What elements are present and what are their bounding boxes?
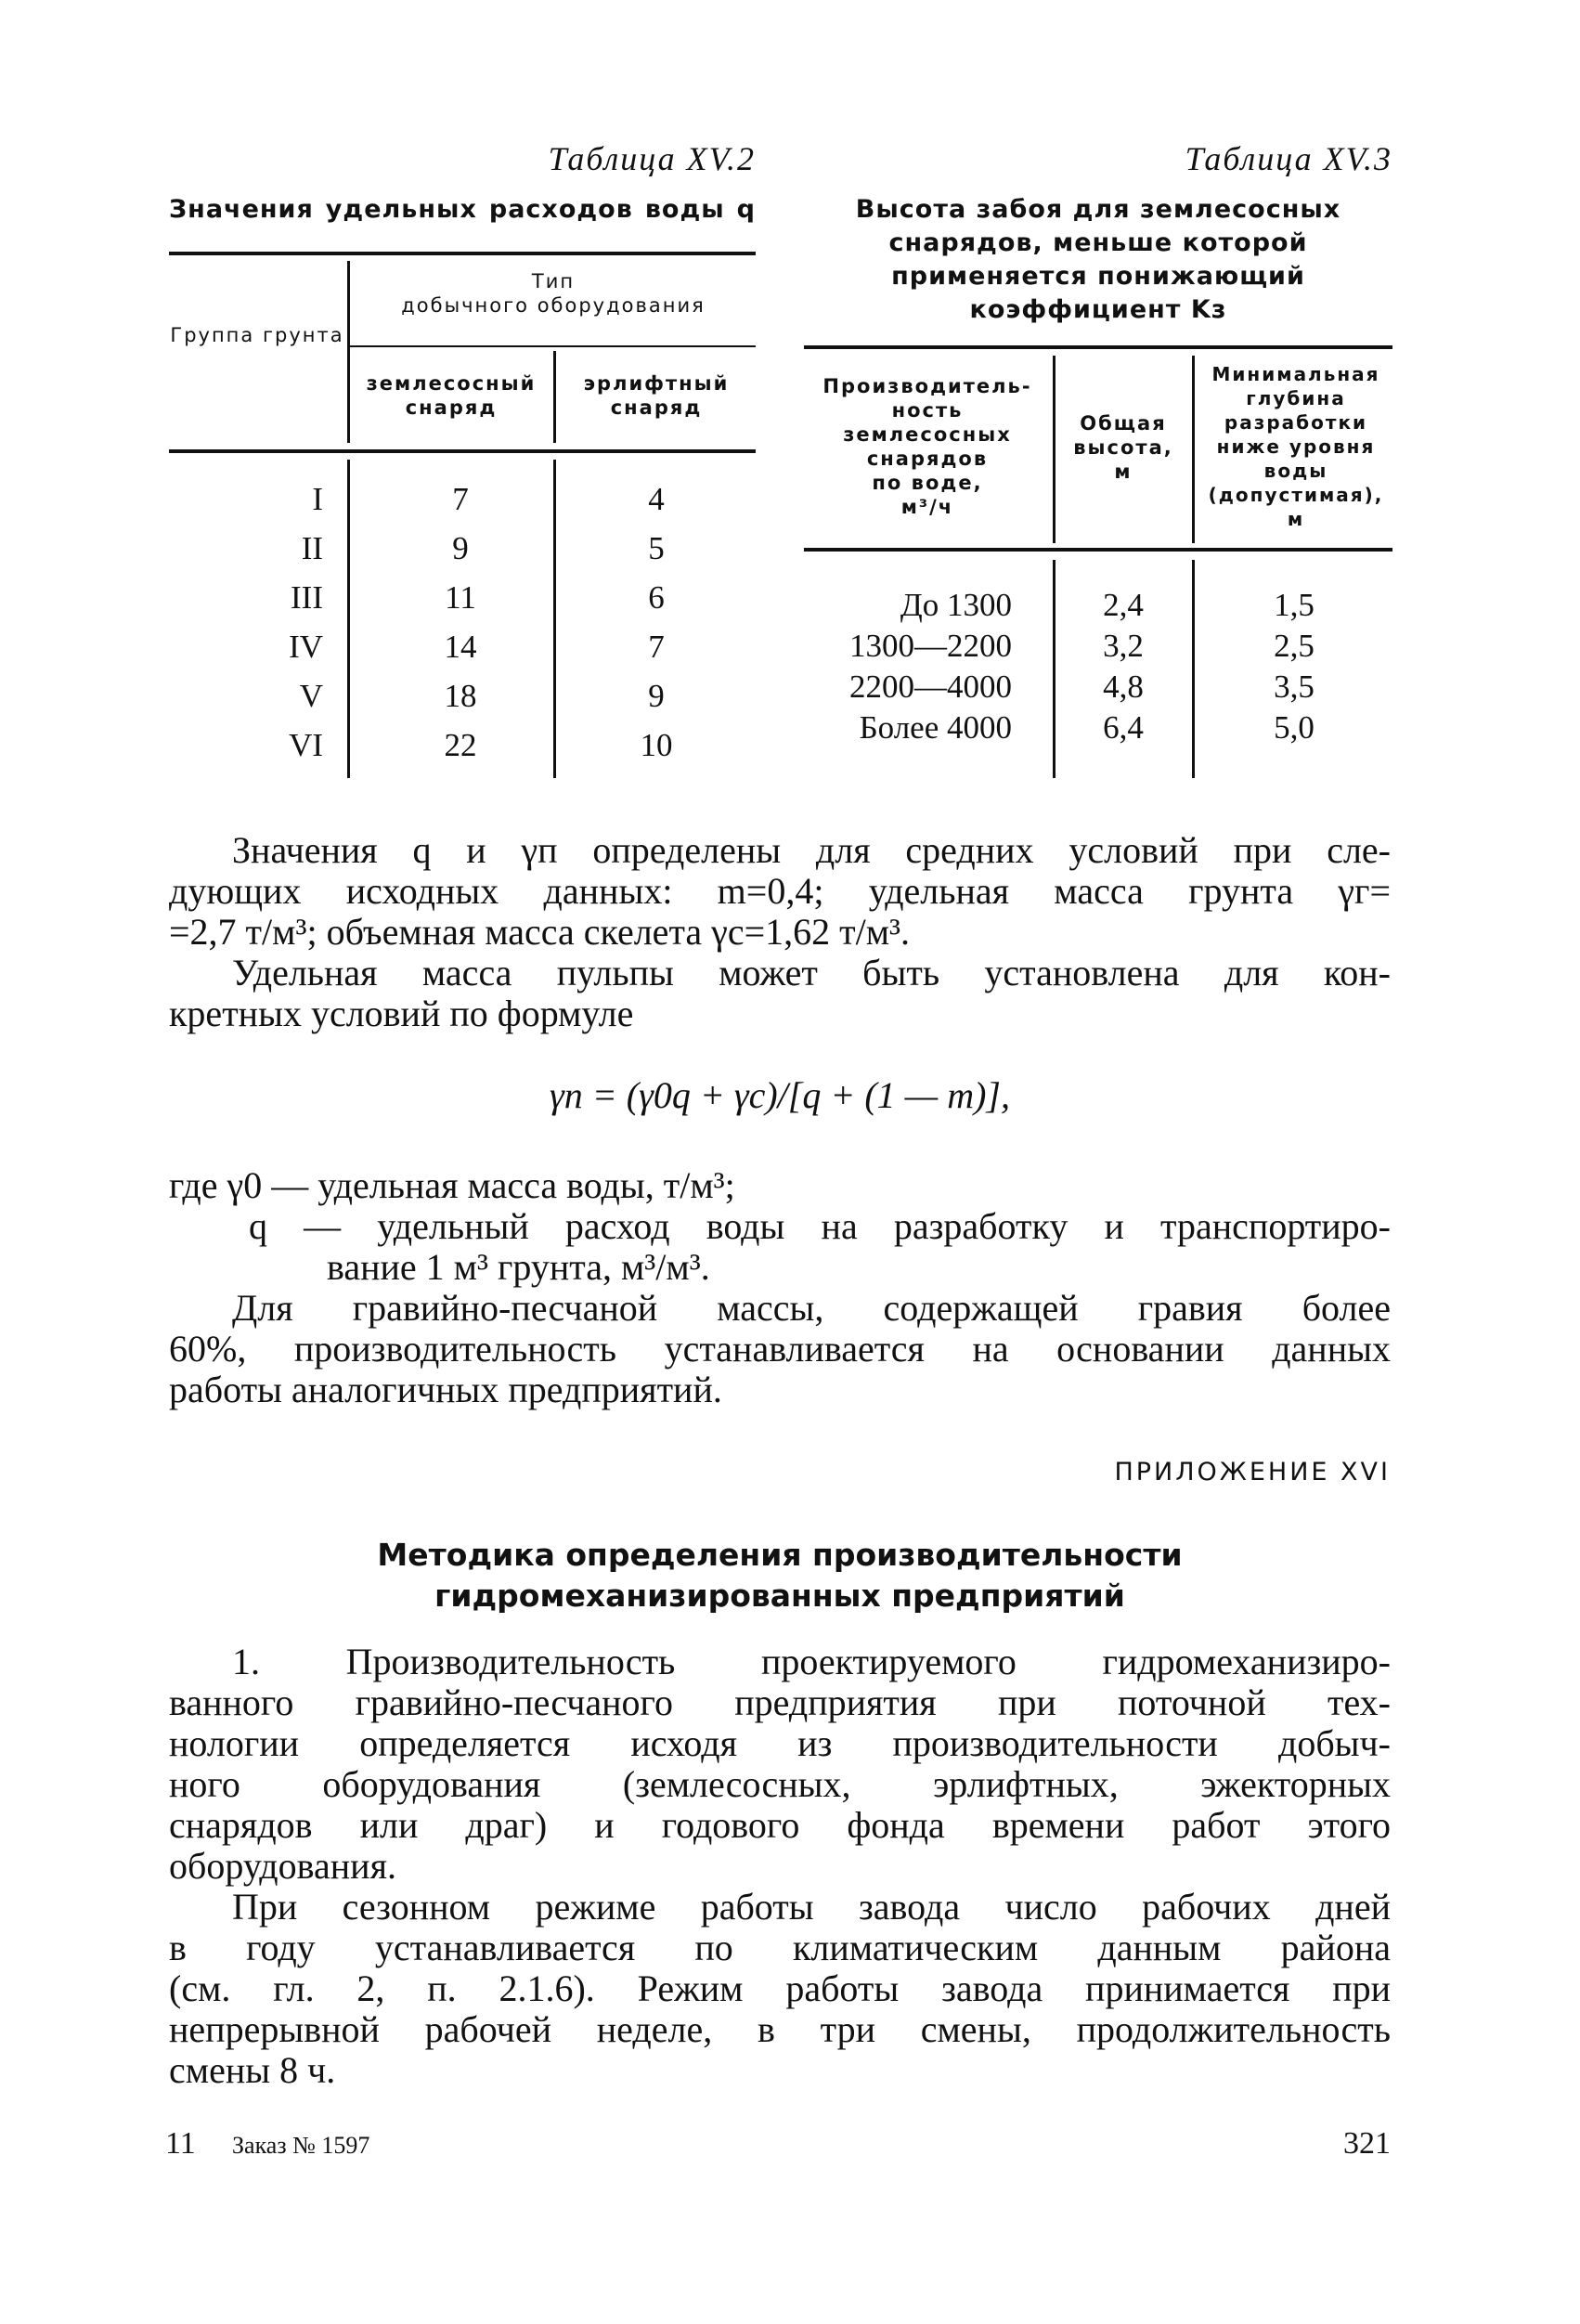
- table3-header-height: [1055, 411, 1191, 484]
- table3-header-depth: [1196, 362, 1396, 531]
- text-line: вание 1 м³ грунта, м³/м³.: [327, 1246, 710, 1288]
- header-text: по воде,: [872, 472, 983, 494]
- table2-cell: I: [312, 481, 323, 517]
- title-line: применяется понижающий: [891, 262, 1305, 291]
- header-text: ниже уровня: [1216, 435, 1376, 458]
- formula: γп = (γ0q + γс)/[q + (1 — m)],: [550, 1074, 1010, 1116]
- table2-top-rule: [169, 252, 756, 255]
- table2-divider: [347, 460, 350, 778]
- header-text: Минимальная: [1211, 363, 1380, 385]
- table2-cell: 6: [648, 579, 665, 616]
- text-line: где γ0 — удельная масса воды, т/м³;: [169, 1164, 735, 1206]
- table3-cell: 1,5: [1274, 587, 1315, 623]
- header-text: глубина: [1246, 387, 1346, 409]
- header-text: м³/ч: [900, 496, 954, 518]
- header-text: Общая: [1080, 412, 1167, 435]
- table2-cell: 10: [640, 727, 673, 763]
- table2-cell: 18: [444, 678, 477, 714]
- table2-cell: 14: [444, 629, 477, 665]
- table3-cell: 6,4: [1103, 709, 1144, 746]
- table2-cell: 22: [444, 727, 477, 763]
- table2-title: Значения удельных расходов воды q: [169, 195, 756, 224]
- formula-legend: [169, 1165, 1391, 1410]
- print-order: Заказ № 1597: [232, 2132, 370, 2159]
- header-text: воды: [1263, 460, 1328, 482]
- header-text: разработки: [1224, 411, 1368, 434]
- table3-cell: 3,2: [1103, 628, 1144, 664]
- table3-cell: 2200—4000: [849, 669, 1012, 705]
- appendix-label: ПРИЛОЖЕНИЕ XVI: [1114, 1458, 1391, 1487]
- header-text: (допустимая),: [1208, 484, 1384, 506]
- header-text: Производитель-: [822, 375, 1032, 397]
- text-line: ного оборудования (землесосных, эрлифтных, эжекторных: [169, 1763, 1391, 1805]
- header-text: землесосных: [843, 423, 1012, 446]
- table2-header-group: [169, 323, 345, 347]
- header-text: эрлифтный: [583, 372, 730, 395]
- header-text: высота,: [1073, 436, 1173, 459]
- table2-header-dredger: [351, 371, 551, 420]
- table3-divider: [1192, 560, 1195, 778]
- table2-header-type: [351, 269, 756, 318]
- table2-cell: VI: [289, 727, 323, 763]
- paragraph-method: [169, 1642, 1391, 2091]
- table3-top-rule: [804, 345, 1392, 349]
- table3-divider: [1192, 356, 1195, 543]
- text-line: ванного гравийно-песчаного предприятия при поточной тех-: [169, 1681, 1391, 1723]
- header-text: Группа грунта: [170, 324, 344, 346]
- text-line: оборудования.: [169, 1845, 396, 1887]
- table2-cell: III: [291, 579, 323, 616]
- paragraph-conditions: [169, 830, 1391, 1034]
- text-line: q — удельный расход воды на разработку и транспортиро-: [249, 1205, 1391, 1247]
- header-text: снарядов: [866, 448, 989, 470]
- table2-header-airlift: [557, 371, 756, 420]
- text-line: снарядов или драг) и годового фонда времени работ этого: [169, 1804, 1391, 1846]
- text-line: смены 8 ч.: [169, 2049, 336, 2091]
- table3-cell: До 1300: [900, 587, 1012, 623]
- text-line: непрерывной рабочей неделе, в три смены, продолжительность: [169, 2008, 1391, 2050]
- table3-cell: 2,4: [1103, 587, 1144, 623]
- table2-cell: 9: [452, 530, 469, 566]
- table2-caption: Таблица XV.2: [548, 140, 756, 177]
- header-text: добычного оборудования: [401, 294, 706, 317]
- text-line: При сезонном режиме работы завода число рабочих дней: [232, 1886, 1391, 1928]
- table2-cell: 5: [648, 530, 665, 566]
- text-line: Значения q и γп определены для средних условий при сле-: [232, 829, 1391, 871]
- table3-header-capacity: [804, 374, 1051, 519]
- table2-divider: [347, 261, 350, 443]
- table2-cell: IV: [289, 629, 323, 665]
- text-line: кретных условий по формуле: [169, 993, 634, 1034]
- table2-divider: [553, 351, 556, 443]
- table3-header-rule: [804, 548, 1392, 552]
- text-line: 60%, производительность устанавливается на основании данных: [169, 1328, 1391, 1370]
- header-text: Тип: [531, 270, 576, 292]
- table3-cell: 5,0: [1274, 709, 1315, 746]
- header-text: ность: [891, 399, 964, 422]
- table2-cell: 7: [452, 481, 469, 517]
- table3-cell: 1300—2200: [849, 628, 1012, 664]
- table3-caption: Таблица XV.3: [1185, 140, 1392, 177]
- heading-line: гидромеханизированных предприятий: [434, 1577, 1125, 1614]
- text-line: Удельная масса пульпы может быть установлена для кон-: [232, 952, 1391, 993]
- table2-cell: 9: [648, 678, 665, 714]
- text-line: 1. Производительность проектируемого гидромеханизиро-: [232, 1641, 1391, 1682]
- section-heading: [169, 1535, 1391, 1616]
- table2-cell: 11: [445, 579, 476, 616]
- signature-mark: 11: [165, 2126, 196, 2161]
- header-text: снаряд: [610, 396, 703, 419]
- table3-title: [804, 193, 1392, 327]
- page-number: 321: [1343, 2126, 1391, 2161]
- table3-cell: 3,5: [1274, 669, 1315, 705]
- title-line: снарядов, меньше которой: [888, 228, 1308, 257]
- text-line: Для гравийно-песчаной массы, содержащей гравия более: [232, 1287, 1391, 1329]
- title-line: коэффициент Kз: [969, 295, 1227, 324]
- header-text: м: [1114, 461, 1133, 483]
- heading-line: Методика определения производительности: [377, 1537, 1183, 1573]
- table2-cell: V: [299, 678, 323, 714]
- header-text: снаряд: [405, 396, 498, 419]
- header-text: землесосный: [366, 372, 537, 395]
- table2-sub-rule: [349, 345, 756, 347]
- text-line: =2,7 т/м³; объемная масса скелета γс=1,62 т/м³.: [169, 911, 911, 953]
- table2-cell: 4: [648, 481, 665, 517]
- table2-cell: II: [301, 530, 323, 566]
- text-line: (см. гл. 2, п. 2.1.6). Режим работы завода принимается при: [169, 1967, 1391, 2009]
- table3-cell: 4,8: [1103, 669, 1144, 705]
- text-line: нологии определяется исходя из производительности добыч-: [169, 1722, 1391, 1764]
- table2-cell: 7: [648, 629, 665, 665]
- table2-header-rule: [169, 449, 756, 453]
- header-text: м: [1287, 508, 1305, 530]
- text-line: работы аналогичных предприятий.: [169, 1369, 722, 1410]
- title-line: Высота забоя для землесосных: [855, 195, 1341, 224]
- text-line: в году устанавливается по климатическим данным района: [169, 1927, 1391, 1968]
- table3-cell: 2,5: [1274, 628, 1315, 664]
- text-line: дующих исходных данных: m=0,4; удельная масса грунта γг=: [169, 870, 1391, 912]
- table3-cell: Более 4000: [859, 709, 1012, 746]
